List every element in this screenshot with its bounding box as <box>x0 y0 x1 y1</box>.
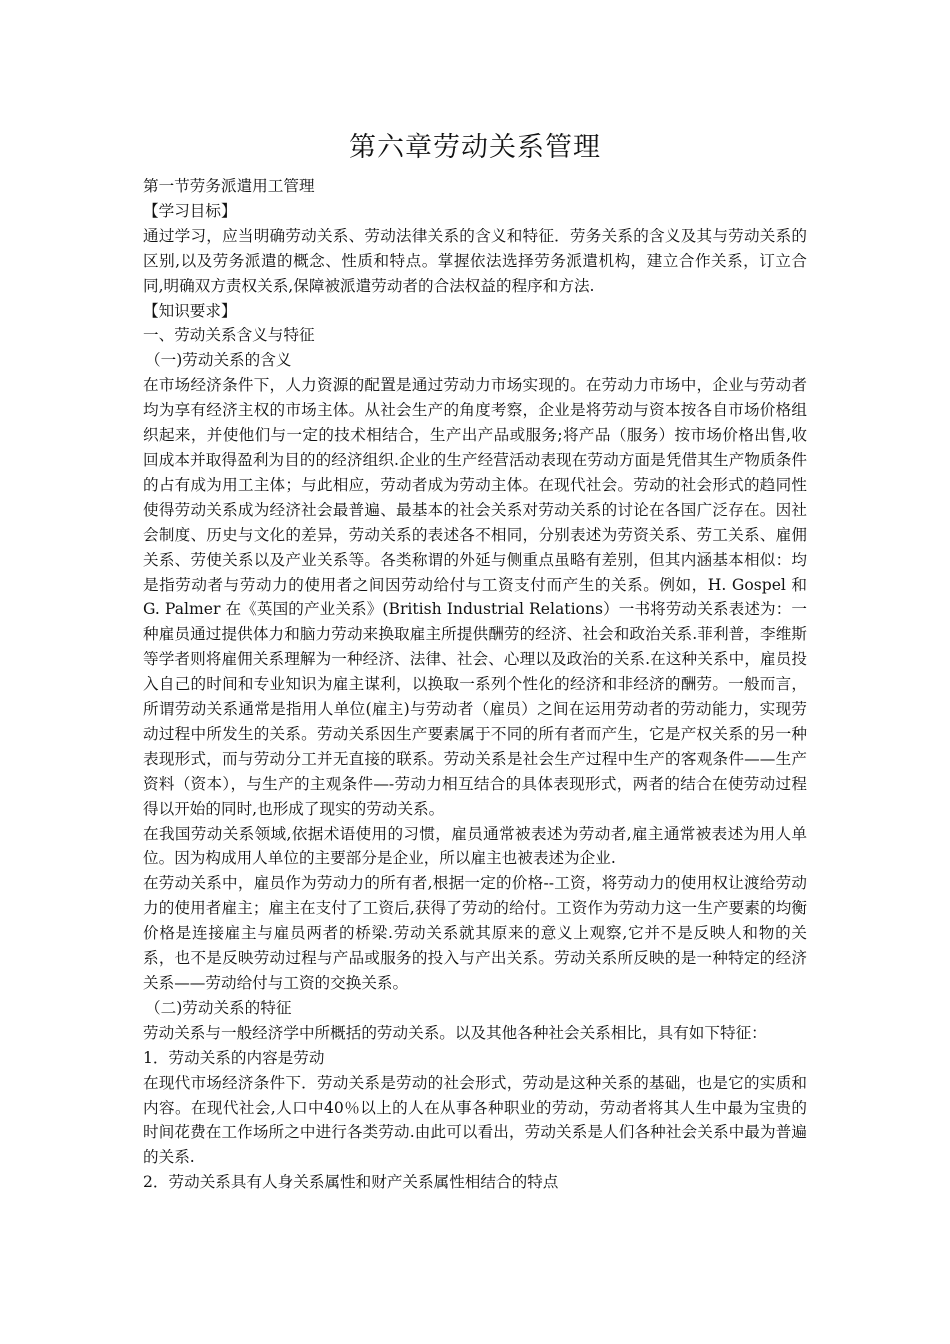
paragraph-terminology: 在我国劳动关系领域,依据术语使用的习惯，雇员通常被表述为劳动者,雇主通常被表述为用人单位。因为构成用人单位的主要部分是企业，所以雇主也被表述为企业. <box>143 824 807 868</box>
subsection-heading-features: （二)劳动关系的特征 <box>145 998 292 1017</box>
subsection-heading-meaning: （一)劳动关系的含义 <box>145 351 292 370</box>
chapter-title: 第六章劳动关系管理 <box>349 132 601 163</box>
objectives-heading: 【学习目标】 <box>143 201 237 220</box>
paragraph-definition: 在市场经济条件下，人力资源的配置是通过劳动力市场实现的。在劳动力市场中，企业与劳动者均为享有经济主权的市场主体。从社会生产的角度考察，企业是将劳动与资本按各自市场价格组织起来，并使他们与一定的技术相结合，生产出产品或服务;将产品（服务）按市场价格出售,收回成本并取得盈利为目的的经济组织.企业的生产经营活动表现在劳动方面是凭借其生产物质条件的占有成为用工主体；与此相应，劳动者成为劳动主体。在现代社会。劳动的社会形式的趋同性使得劳动关系成为经济社会最普遍、最基本的社会关系对劳动关系的讨论在各国广泛存在。因社会制度、历史与文化的差异，劳动关系的表述各不相同，分别表述为劳资关系、劳工关系、雇佣关系、劳使关系以及产业关系等。各类称谓的外延与侧重点虽略有差别，但其内涵基本相似：均是指劳动者与劳动力的使用者之间因劳动给付与工资支付而产生的关系。例如，H. Gospel 和 G. Palmer 在《英国的产业关系》(British Industrial Relations）一书将劳动关系表述为：一种雇员通过提供体力和脑力劳动来换取雇主所提供酬劳的经济、社会和政治关系.菲利普，李维斯等学者则将雇佣关系理解为一种经济、法律、社会、心理以及政治的关系.在这种关系中，雇员投入自己的时间和专业知识为雇主谋利，以换取一系列个性化的经济和非经济的酬劳。一般而言，所谓劳动关系通常是指用人单位(雇主)与劳动者（雇员）之间在运用劳动者的劳动能力，实现劳动过程中所发生的关系。劳动关系因生产要素属于不同的所有者而产生，它是产权关系的另一种表现形式，而与劳动分工并无直接的联系。劳动关系是社会生产过程中生产的客观条件——生产资料（资本），与生产的主观条件—-劳动力相互结合的具体表现形式，两者的结合在使劳动过程得以开始的同时,也形成了现实的劳动关系。 <box>143 376 807 818</box>
feature-heading-1: 1．劳动关系的内容是劳动 <box>143 1048 325 1067</box>
document-body <box>143 174 807 1195</box>
objectives-paragraph: 通过学习，应当明确劳动关系、劳动法律关系的含义和特征．劳务关系的含义及其与劳动关系的区别,以及劳务派遣的概念、性质和特点。掌握依法选择劳务派遣机构，建立合作关系，订立合同,明确双方责权关系,保障被派遣劳动者的合法权益的程序和方法. <box>143 226 807 295</box>
paragraph-features-intro: 劳动关系与一般经济学中所概括的劳动关系。以及其他各种社会关系相比，具有如下特征： <box>143 1023 767 1042</box>
paragraph-exchange: 在劳动关系中，雇员作为劳动力的所有者,根据一定的价格--工资，将劳动力的使用权让渡给劳动力的使用者雇主；雇主在支付了工资后,获得了劳动的给付。工资作为劳动力这一生产要素的均衡价格是连接雇主与雇员两者的桥梁.劳动关系就其原来的意义上观察,它并不是反映人和物的关系，也不是反映劳动过程与产品或服务的投入与产出关系。劳动关系所反映的是一种特定的经济关系——劳动给付与工资的交换关系。 <box>143 874 807 992</box>
paragraph-feature-1: 在现代市场经济条件下．劳动关系是劳动的社会形式，劳动是这种关系的基础，也是它的实质和内容。在现代社会,人口中40％以上的人在从事各种职业的劳动，劳动者将其人生中最为宝贵的时间花费在工作场所之中进行各类劳动.由此可以看出，劳动关系是人们各种社会关系中最为普遍的关系. <box>143 1073 807 1167</box>
feature-heading-2: 2．劳动关系具有人身关系属性和财产关系属性相结合的特点 <box>143 1173 559 1192</box>
section-heading: 第一节劳务派遣用工管理 <box>143 177 315 195</box>
part-heading: 一、劳动关系含义与特征 <box>143 326 315 345</box>
knowledge-heading: 【知识要求】 <box>143 301 237 320</box>
